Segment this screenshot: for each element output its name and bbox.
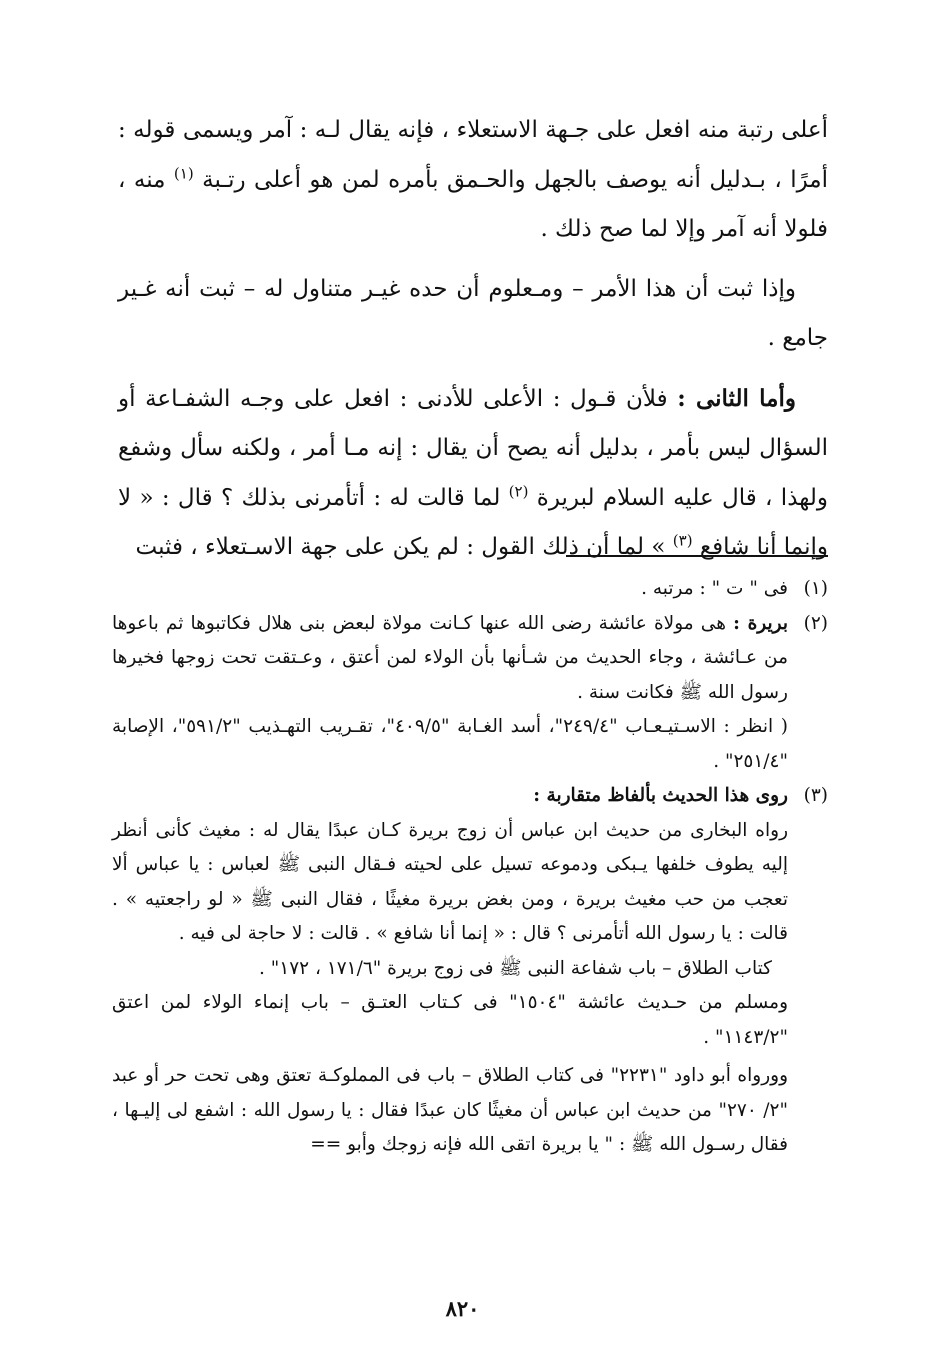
- footnote-separator: [566, 555, 828, 557]
- footnote-ref-3: (٣): [672, 531, 693, 550]
- footnote-number: (٣): [803, 785, 828, 806]
- footnote-number: (١): [803, 578, 828, 599]
- page-number: ٨٢٠: [445, 1296, 480, 1321]
- paragraph-2: وإذا ثبت أن هذا الأمر – ومـعلوم أن حده غيـر متناول له – ثبت أنه غـير جامع .: [118, 275, 828, 351]
- footnote-1: [112, 572, 828, 607]
- footnote-label: بريرة :: [733, 612, 788, 634]
- main-text: [118, 106, 828, 583]
- footnote-body: روى هذا الحديث بألفاظ متقاربة : رواه البخارى من حديث ابن عباس أن زوج بريرة كـان عبدًا يقال له : مغيث كأنى أنظر إليه يطوف خلفها يـبكى ودموعه تسيل على لحيته فـقال النبى ﷺ لعباس : يا عباس ألا تعجب من حب مغيث بريرة ، ومن بغض بريرة مغيثًا ، فقال النبى ﷺ « لو راجعتيه » . قالت : يا رسول الله أتأمرنى ؟ قال : « إنما أنا شافع » . قالت : لا حاجة لى فيه . كتاب الطلاق – باب شفاعة النبى ﷺ فى زوج بريرة "١٧١/٦ ، ١٧٢" . ومسلم من حـديث عائشة "١٥٠٤" فى كـتاب العتـق – باب إنماء الولاء لمن اعتق "١١٤٣/٢" . وورواه أبو داود "٢٢٣١" فى كتاب الطلاق – باب فى المملوكـة تعتق وهى تحت حر أو عبد "٢/ ٢٧٠" من حديث ابن عباس أن مغيثًا كان عبدًا فقال : يا رسول الله : اشفع لى إليـها ، فقال رسـول الله ﷺ : " يا بريرة اتقى الله فإنه زوجك وأبو ==: [112, 779, 788, 1163]
- footnote-label: روى هذا الحديث بألفاظ متقاربة :: [533, 785, 788, 806]
- footnote-2: [112, 607, 828, 780]
- footnotes: [112, 572, 828, 1163]
- footnote-ref-1: (١): [173, 163, 194, 182]
- paragraph-3: وأما الثانى : فلأن قـول : الأعلى للأدنى : افعل على وجـه الشفـاعة أو السؤال ليس بأمر ، بدليل أنه يصح أن يقال : إنه مـا أمر ، ولكنه سأل وشفع ولهذا ، قال عليه السلام لبريرة $^{(٢)}$ لما قالت له : أتأمرنى بذلك ؟ قال : « لا وإنما أنا شافع $^{(٣)}$ » لما أن ذلك القول : لم يكن على جهة الاسـتعلاء ، فثبت: [118, 384, 828, 560]
- footnote-ref-2: (٢): [508, 481, 529, 500]
- section-heading: وأما الثانى :: [677, 384, 796, 412]
- footnote-3: [112, 779, 828, 1163]
- footnote-body: بريرة : هى مولاة عائشة رضى الله عنها كـانت مولاة لبعض بنى هلال فكاتبوها ثم باعوها من عـائشة ، وجاء الحديث من شـأنها بأن الولاء لمن أعتق ، وعـتقت تحت زوجها فخيرها رسول الله ﷺ فكانت سنة . ( انظر : الاسـتيـعـاب "٢٤٩/٤"، أسد الغـابة "٤٠٩/٥"، تقـريب التهـذيب "٥٩١/٢"، الإصابة "٢٥١/٤" .: [112, 612, 788, 772]
- footnote-number: (٢): [803, 612, 828, 634]
- footnote-body: فى " ت " : مرتبه .: [641, 578, 788, 599]
- paragraph-1: أعلى رتبة منه افعل على جـهة الاستعلاء ، فإنه يقال لـه : آمر ويسمى قوله : أمرًا ، بـدليل أنه يوصف بالجهل والحـمق بأمره لمن هو أعلى رتـبة $^{(١)}$ منه ، فلولا أنه آمر وإلا لما صح ذلك .: [118, 117, 828, 242]
